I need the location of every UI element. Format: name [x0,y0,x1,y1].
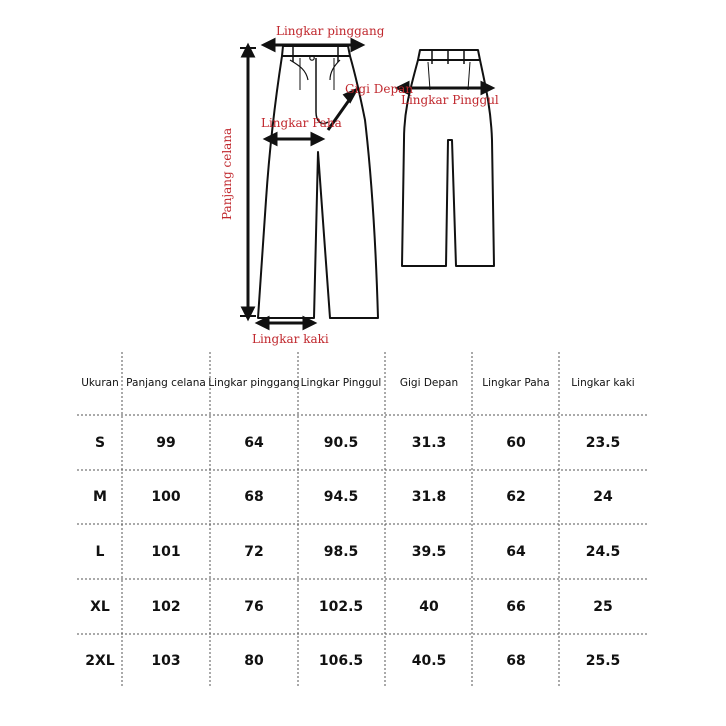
table-cell: 99 [156,435,176,451]
table-cell: 25 [593,599,613,615]
table-cell: 76 [244,599,264,615]
table-cell: 31.3 [411,435,447,451]
table-cell: 23.5 [585,435,621,451]
hip-label: Lingkar Pinggul [401,93,499,107]
table-cell: 101 [151,544,181,560]
table-cell: 102.5 [318,599,364,615]
table-header-cell: Panjang celana [126,377,206,389]
size-label-cell: 2XL [85,653,115,669]
table-cell: 31.8 [411,489,447,505]
size-label-cell: XL [90,599,110,615]
table-cell: 64 [244,435,264,451]
back-pants-illustration [402,50,494,266]
table-cell: 66 [506,599,526,615]
thigh-label: Lingkar Paha [261,116,342,130]
table-header-cell: Lingkar Paha [482,377,550,389]
table-cell: 68 [506,653,526,669]
table-cell: 40 [419,599,439,615]
waist-label: Lingkar pinggang [276,24,385,38]
table-header-cell: Lingkar kaki [571,377,635,389]
table-cell: 24 [593,489,613,505]
size-label-cell: L [95,544,105,560]
table-header-cell: Lingkar pinggang [208,377,300,389]
table-grid [77,352,648,686]
table-cell: 60 [506,435,526,451]
table-cell: 25.5 [585,653,621,669]
front-rise-label: Gigi Depan [345,82,414,96]
size-chart-table [0,352,726,692]
table-header-cell: Lingkar Pinggul [300,377,382,389]
table-header-cell: Gigi Depan [399,377,459,389]
table-cell: 94.5 [323,489,359,505]
size-label-cell: S [94,435,106,451]
table-cell: 100 [151,489,181,505]
table-cell: 98.5 [323,544,359,560]
table-cell: 62 [506,489,526,505]
table-cells [81,377,634,669]
measurement-arrows [240,40,362,328]
length-label: Panjang celana [220,127,234,220]
table-cell: 72 [244,544,264,560]
table-cell: 64 [506,544,526,560]
table-cell: 80 [244,653,264,669]
table-cell: 90.5 [323,435,359,451]
table-cell: 39.5 [411,544,447,560]
hem-label: Lingkar kaki [252,332,329,346]
table-cell: 24.5 [585,544,621,560]
table-cell: 68 [244,489,264,505]
pants-measurement-diagram [0,0,726,360]
table-cell: 102 [151,599,181,615]
table-header-cell: Ukuran [81,377,119,389]
size-label-cell: M [93,489,107,505]
table-cell: 40.5 [411,653,447,669]
table-cell: 103 [151,653,181,669]
table-cell: 106.5 [318,653,364,669]
